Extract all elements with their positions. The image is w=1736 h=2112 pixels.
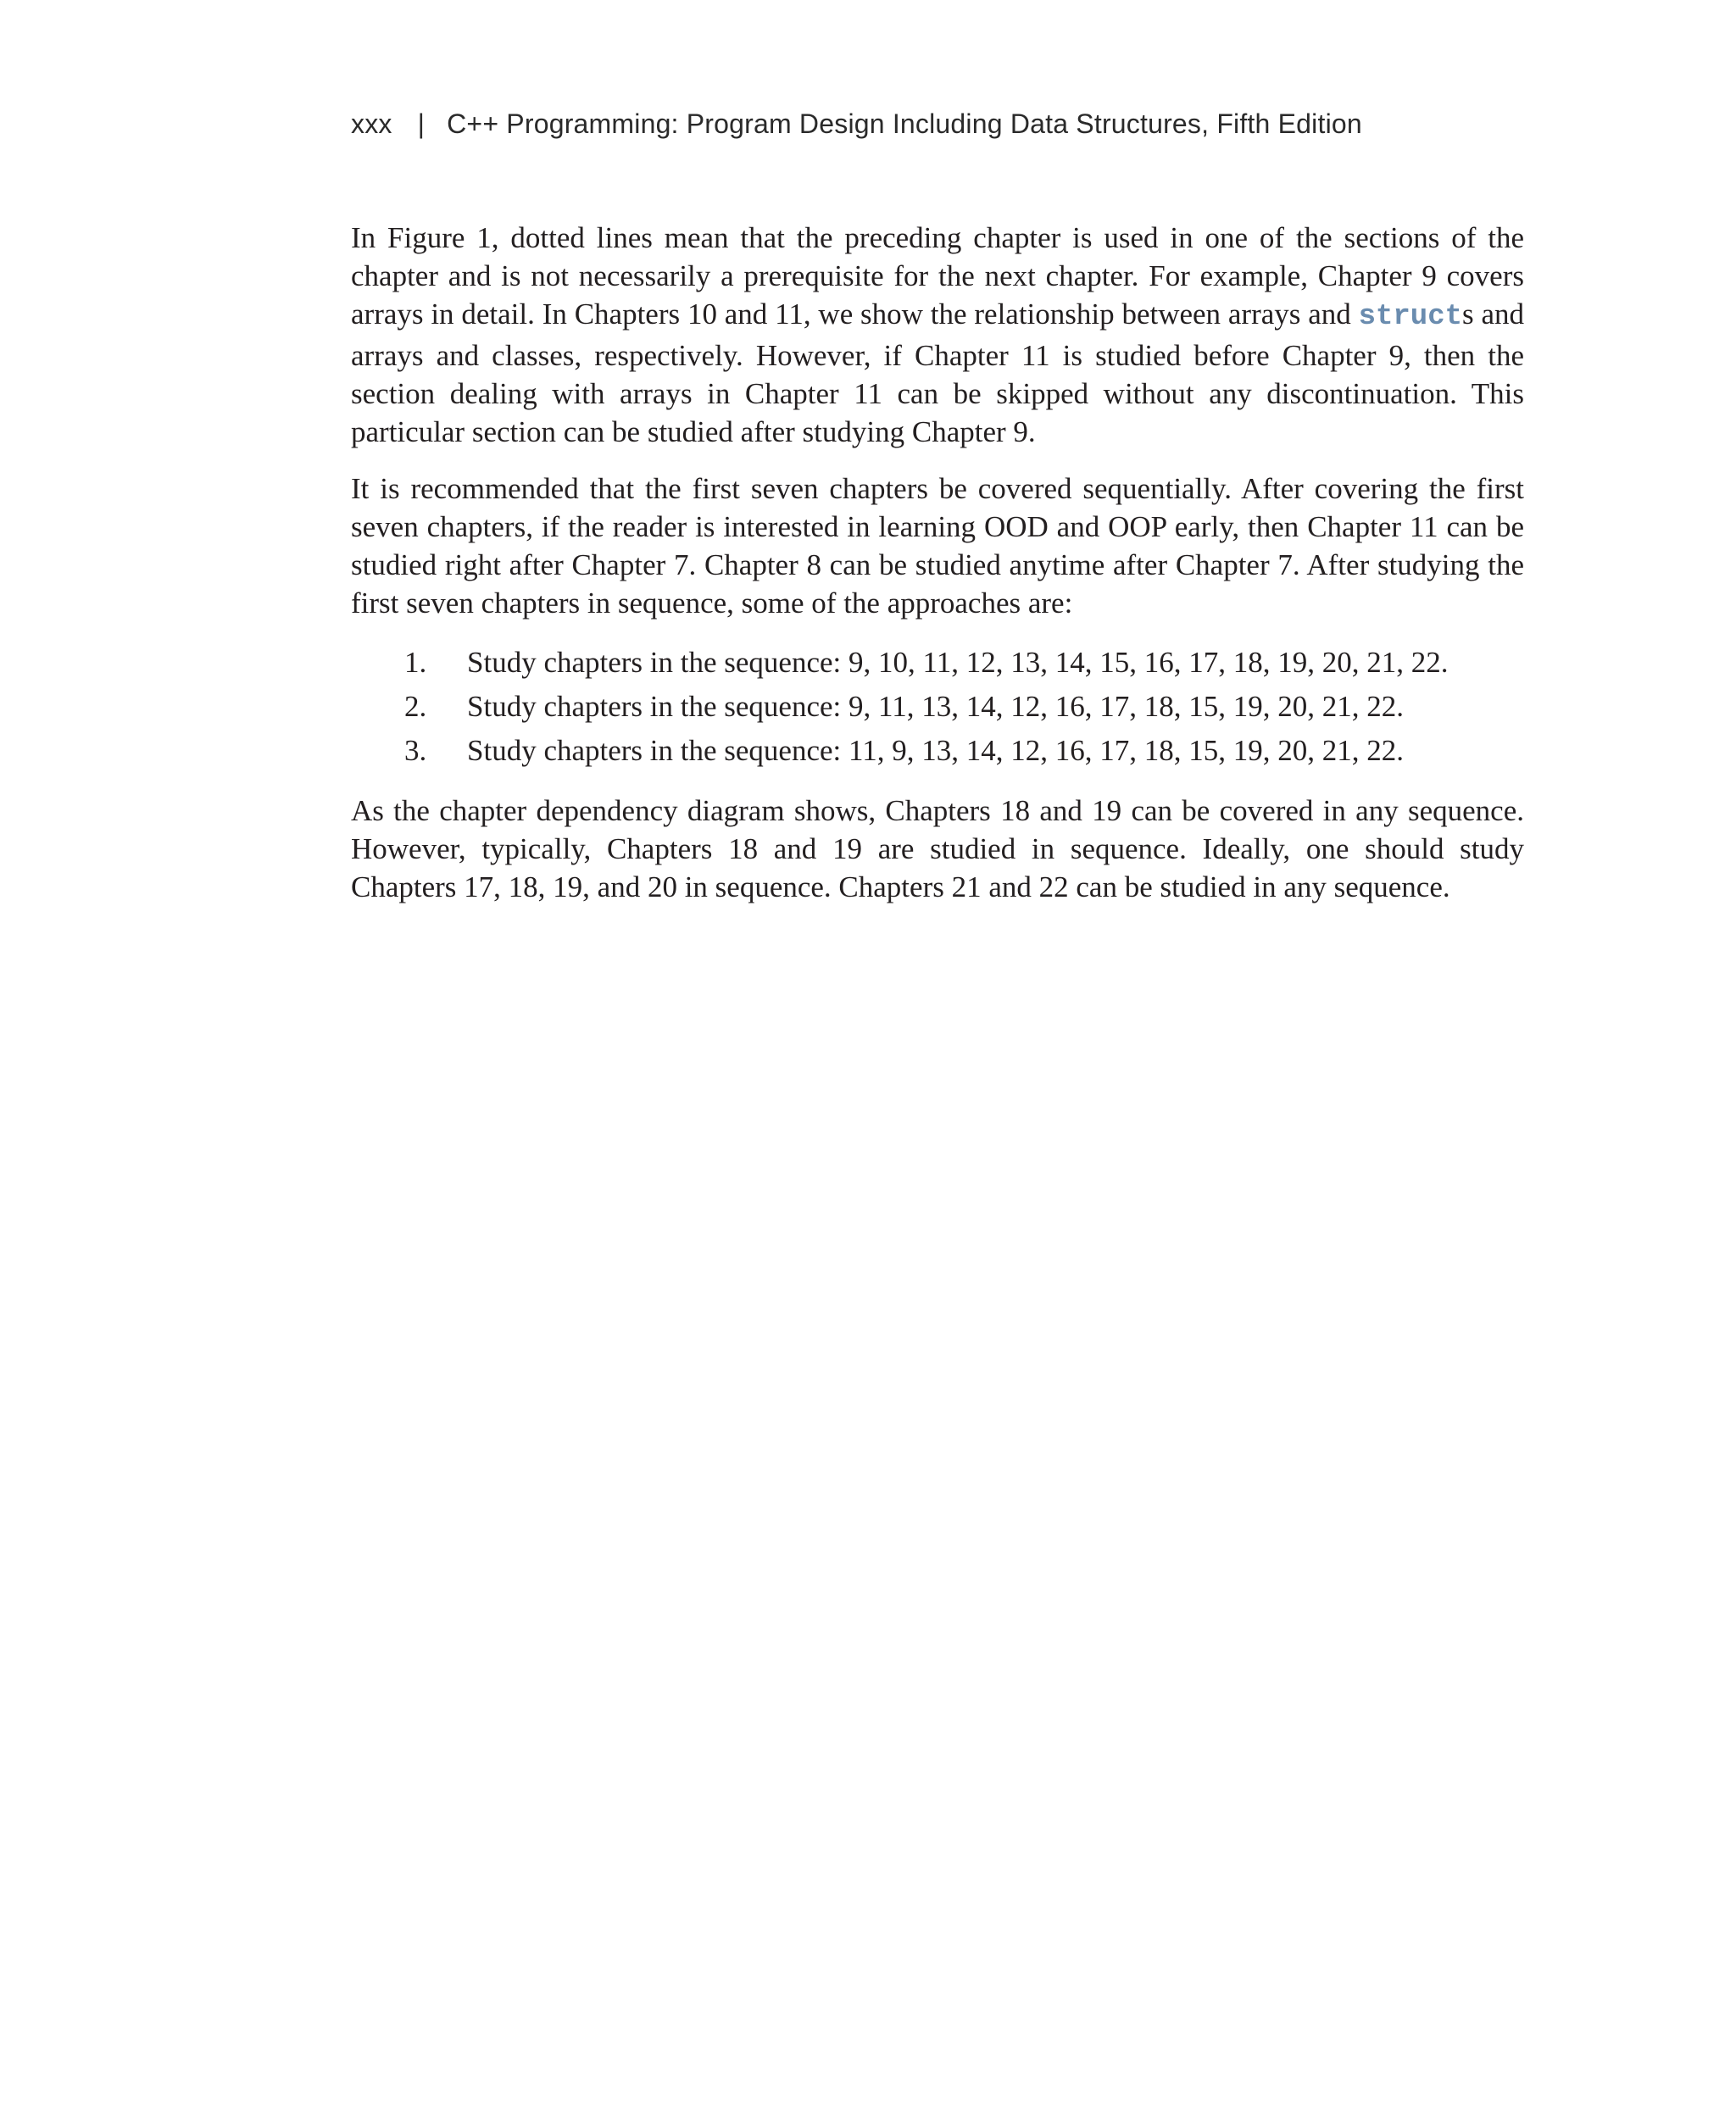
header-separator: | xyxy=(417,108,426,139)
list-item-number: 1. xyxy=(404,646,427,679)
page-number: xxx xyxy=(351,108,392,139)
list-item-number: 2. xyxy=(404,690,427,723)
code-term-struct: struct xyxy=(1358,301,1463,333)
paragraph-figure-dotted-lines xyxy=(351,219,1524,451)
list-item-text: Study chapters in the sequence: 11, 9, 13, 14, 12, 16, 17, 18, 15, 19, 20, 21, 22. xyxy=(467,734,1404,767)
list-item-number: 3. xyxy=(404,734,427,767)
paragraph-recommendation: It is recommended that the first seven chapters be covered sequentially. After covering the first seven chapters, if the reader is interested in learning OOD and OOP early, then Chapter 11 can be studied right after Chapter 7. Chapter 8 can be studied anytime after Chapter 7. After studying the first seven chapters in sequence, some of the approaches are: xyxy=(351,472,1524,620)
list-item xyxy=(351,685,1524,729)
paragraph1-text-part1: In Figure 1, dotted lines mean that the preceding chapter is used in one of the sections of the chapter and is not necessarily a prerequisite for the next chapter. For example, Chapter 9 covers arrays in detail. In Chapters 10 and 11, we show the relationship between arrays and xyxy=(351,221,1524,331)
list-item xyxy=(351,641,1524,685)
book-title: C++ Programming: Program Design Including Data Structures, Fifth Edition xyxy=(447,108,1362,139)
list-item-text: Study chapters in the sequence: 9, 10, 11, 12, 13, 14, 15, 16, 17, 18, 19, 20, 21, 22. xyxy=(467,646,1449,679)
paragraph-dependency-diagram: As the chapter dependency diagram shows, Chapters 18 and 19 can be covered in any sequence. However, typically, Chapters 18 and 19 are studied in sequence. Ideally, one should study Chapters 17, 18, 19, and 20 in sequence. Chapters 21 and 22 can be studied in any sequence. xyxy=(351,794,1524,903)
list-item xyxy=(351,729,1524,773)
running-head xyxy=(351,108,1362,140)
list-item-text: Study chapters in the sequence: 9, 11, 13, 14, 12, 16, 17, 18, 15, 19, 20, 21, 22. xyxy=(467,690,1404,723)
body-text xyxy=(351,219,1524,925)
paragraph1-text-part2: s and arrays and classes, respectively. However, if Chapter 11 is studied before Chapter 9, then the section dealing with arrays in Chapter 11 can be skipped without any discontinuation. This particular section can be studied after studying Chapter 9. xyxy=(351,297,1525,448)
approaches-list xyxy=(351,641,1524,773)
